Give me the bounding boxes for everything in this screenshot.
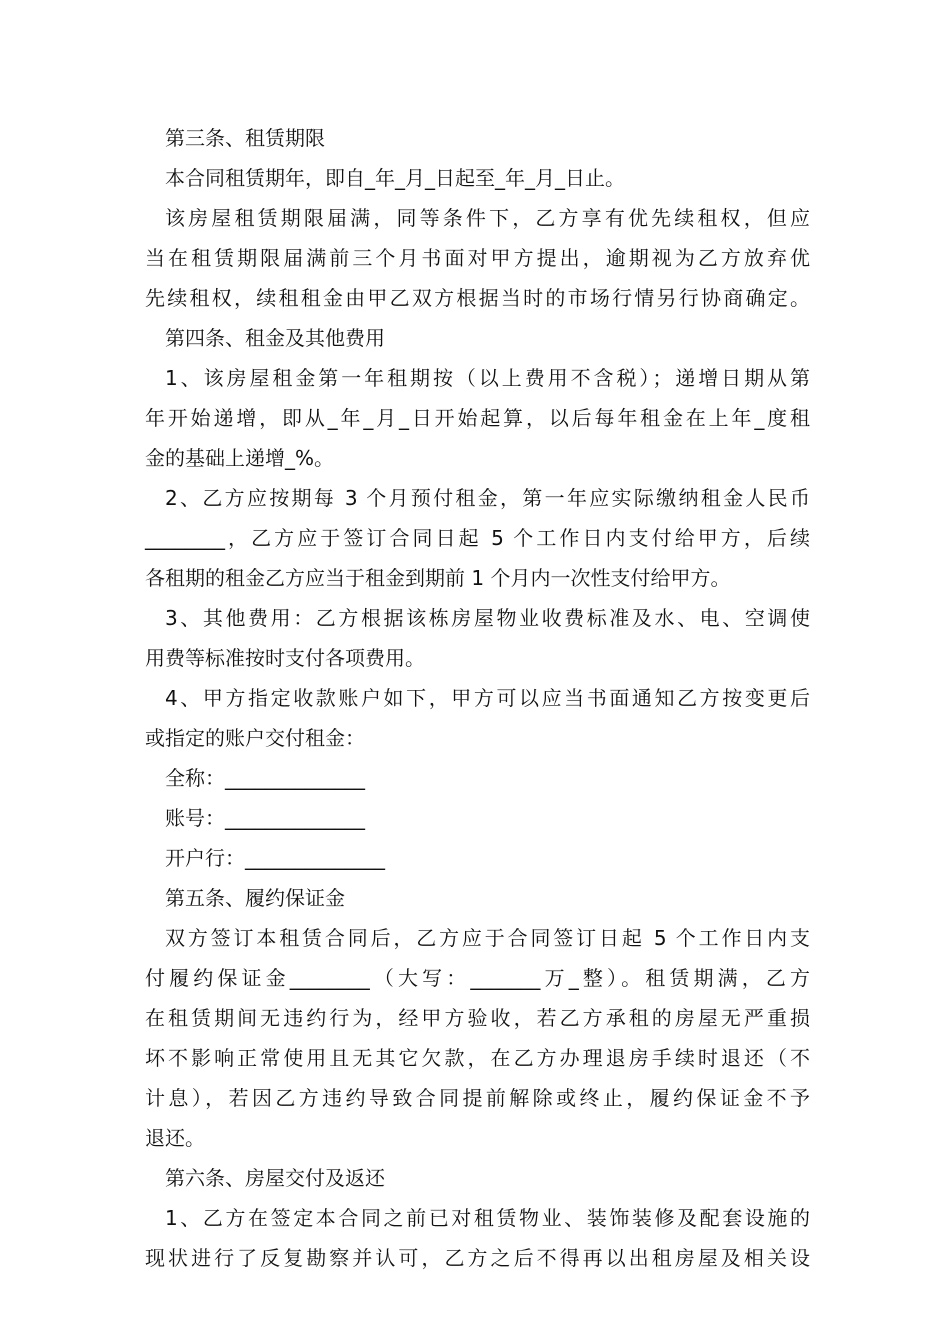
text-line: 第五条、履约保证金 — [165, 886, 345, 910]
text-line: 2、乙方应按期每 3 个月预付租金，第一年应实际缴纳租金人民币 — [165, 486, 810, 510]
text-line: 金的基础上递增_%。 — [145, 446, 335, 470]
text-line: 坏不影响正常使用且无其它欠款，在乙方办理退房手续时退还（不 — [145, 1046, 810, 1070]
text-line: 年开始递增，即从_年_月_日开始起算，以后每年租金在上年_度租 — [145, 406, 810, 430]
text-line: 本合同租赁期年，即自_年_月_日起至_年_月_日止。 — [165, 166, 625, 190]
text-line: 双方签订本租赁合同后，乙方应于合同签订日起 5 个工作日内支 — [165, 926, 810, 950]
text-line: 现状进行了反复勘察并认可，乙方之后不得再以出租房屋及相关设 — [145, 1246, 810, 1270]
text-line: 在租赁期间无违约行为，经甲方验收，若乙方承租的房屋无严重损 — [145, 1006, 810, 1030]
text-line: 全称：______________ — [165, 766, 365, 790]
text-line: 第四条、租金及其他费用 — [165, 326, 385, 350]
text-line: 各租期的租金乙方应当于租金到期前 1 个月内一次性支付给甲方。 — [145, 566, 731, 590]
text-line: 当在租赁期限届满前三个月书面对甲方提出，逾期视为乙方放弃优 — [145, 246, 810, 270]
text-line: 1、乙方在签定本合同之前已对租赁物业、装饰装修及配套设施的 — [165, 1206, 810, 1230]
text-line: 账号：______________ — [165, 806, 365, 830]
text-line: 该房屋租赁期限届满，同等条件下，乙方享有优先续租权，但应 — [165, 206, 810, 230]
text-line: 退还。 — [145, 1126, 205, 1150]
text-line: 先续租权，续租租金由甲乙双方根据当时的市场行情另行协商确定。 — [145, 286, 810, 310]
text-line: 1、该房屋租金第一年租期按（以上费用不含税）；递增日期从第 — [165, 366, 810, 390]
text-line: 4、甲方指定收款账户如下，甲方可以应当书面通知乙方按变更后 — [165, 686, 810, 710]
text-line: 3、其他费用：乙方根据该栋房屋物业收费标准及水、电、空调使 — [165, 606, 810, 630]
text-line: ________，乙方应于签订合同日起 5 个工作日内支付给甲方，后续 — [145, 526, 810, 550]
text-line: 或指定的账户交付租金： — [145, 726, 365, 750]
text-line: 付履约保证金________（大写：_______万_整）。租赁期满，乙方 — [145, 966, 810, 990]
text-line: 计息），若因乙方违约导致合同提前解除或终止，履约保证金不予 — [145, 1086, 810, 1110]
text-line: 第六条、房屋交付及返还 — [165, 1166, 385, 1190]
text-line: 第三条、租赁期限 — [165, 126, 325, 150]
text-line: 开户行：______________ — [165, 846, 385, 870]
text-line: 用费等标准按时支付各项费用。 — [145, 646, 425, 670]
contract-text — [145, 118, 810, 1278]
